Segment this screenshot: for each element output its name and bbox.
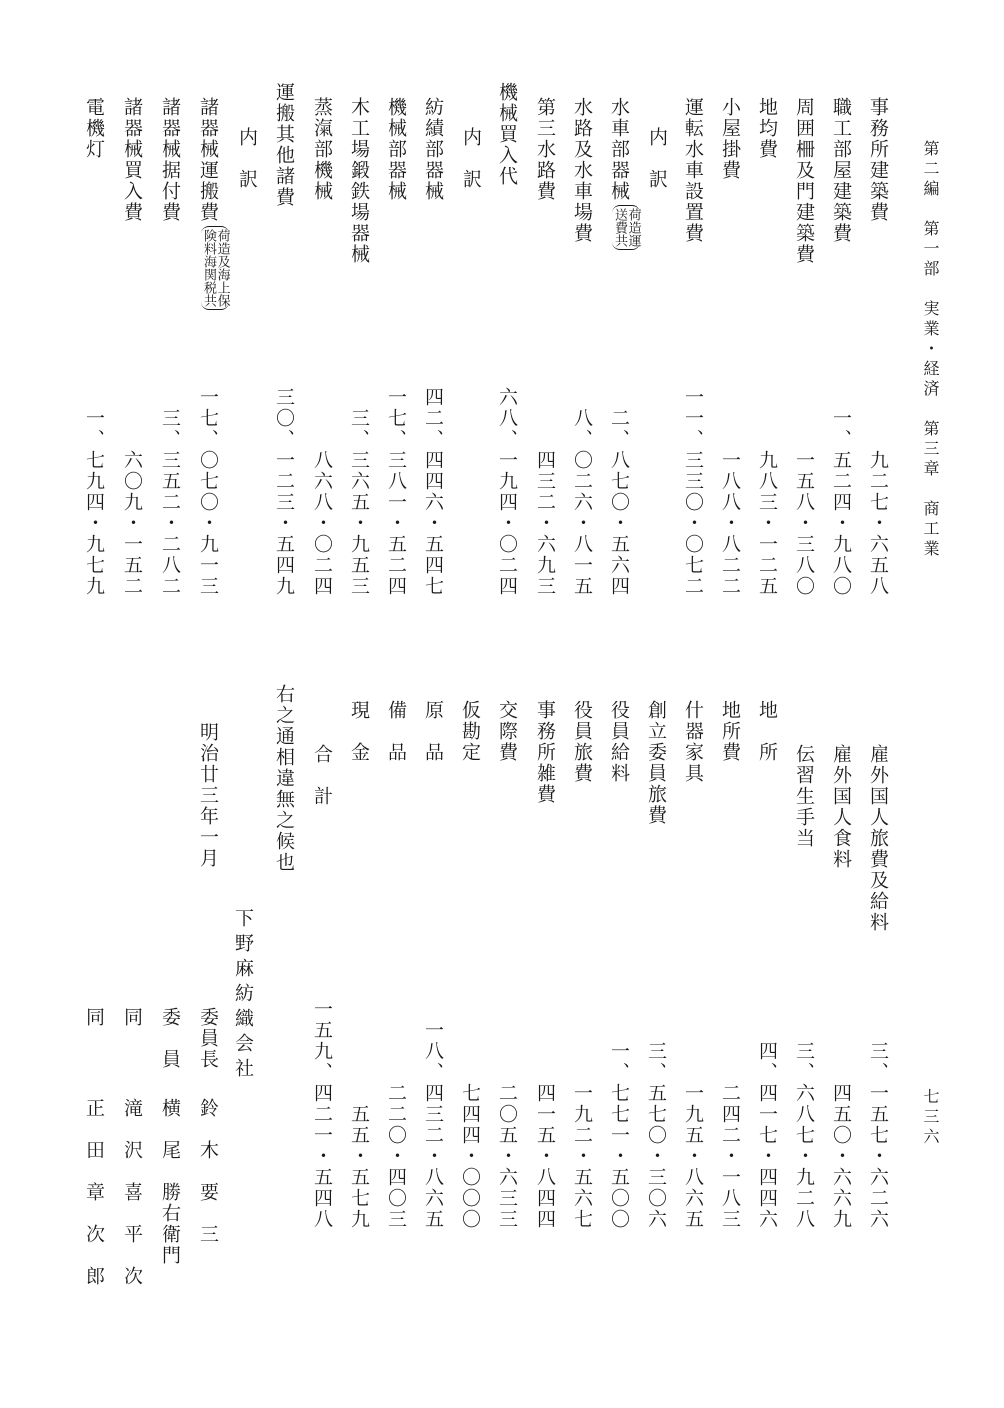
signatory-role: 委 員 (159, 1007, 181, 1070)
label-genkin: 現 金 (348, 700, 370, 763)
label-karikanjo: 仮勘定 (459, 700, 481, 763)
label-jinarashi: 地均費 (756, 97, 778, 160)
label-unpan: 運搬其他諸費 (273, 82, 295, 208)
label-jisho: 地 所 (756, 700, 778, 763)
amount: 三、一五七・六二六 (867, 1041, 889, 1230)
amount: 四二、四四六・五四七 (422, 387, 444, 597)
label-suetsuke: 諸器械据付費 (159, 97, 181, 223)
amount: 二〇五・六三三 (496, 1083, 518, 1230)
amount: 九八三・一二五 (756, 450, 778, 597)
signatory-role: 同 (83, 1007, 105, 1028)
amount: 三、五七〇・三〇六 (645, 1041, 667, 1230)
amount: 一一、三三〇・〇七二 (682, 387, 704, 597)
amount: 一七、三八一・五二四 (385, 387, 407, 597)
amount: 二、八七〇・五六四 (608, 408, 630, 597)
amount: 一、五二四・九八〇 (830, 408, 852, 597)
label-boseki: 紡績部器械 (422, 97, 444, 202)
label-kikai-kaiire: 機械買入代 (496, 82, 518, 187)
label-jimusho-zappi: 事務所雑費 (534, 700, 556, 805)
label-bihin: 備 品 (385, 700, 407, 763)
label-jishohi: 地所費 (719, 700, 741, 763)
amount: 一五八・三八〇 (793, 450, 815, 597)
label-unpanhi: 諸器械運搬費 荷造及海上保 険料海関税共 (198, 97, 229, 310)
label-mokko: 木工場鍛鉄場器械 (348, 97, 370, 265)
label-jimusho: 事務所建築費 (867, 97, 889, 223)
amount: 七四四・〇〇〇 (459, 1083, 481, 1230)
signatory-role: 委員長 (197, 1007, 219, 1070)
page-number: 七三六 (921, 1088, 940, 1148)
label-yakuin-ryohi: 役員旅費 (571, 700, 593, 784)
label-juki: 什器家具 (682, 700, 704, 784)
label-yakuin-kyuryo: 役員給料 (608, 700, 630, 784)
signatory-name: 横 尾 勝右衛門 (159, 1098, 181, 1266)
label-kosaihi: 交際費 (496, 700, 518, 763)
signatory-name: 滝 沢 喜 平 次 (121, 1098, 143, 1287)
label-suisha-setchi: 運転水車設置費 (682, 97, 704, 244)
label-uchiwake-1: 内 訳 (646, 127, 668, 190)
label-dai3-suiro: 第三水路費 (534, 97, 556, 202)
amount: 一九五・八六五 (682, 1083, 704, 1230)
amount: 四五〇・六六九 (830, 1083, 852, 1230)
label-jouki: 蒸滊部機械 (311, 97, 333, 202)
amount: 八、〇二六・八一五 (571, 408, 593, 597)
amount: 四、四一七・四四六 (756, 1041, 778, 1230)
amount: 一、七七一・五〇〇 (608, 1041, 630, 1230)
label-gokei: 合 計 (311, 744, 333, 807)
amount: 四一五・八四四 (534, 1083, 556, 1230)
label-denkito: 電機灯 (83, 97, 105, 160)
date: 明治廿三年一月 (197, 722, 219, 869)
signatory-role: 同 (121, 1007, 143, 1028)
signatory-name: 鈴 木 要 三 (197, 1098, 219, 1245)
label-soritsu: 創立委員旅費 (645, 700, 667, 826)
label-kaiirehi: 諸器械買入費 (121, 97, 143, 223)
amount: 四三二・六九三 (534, 450, 556, 597)
note-kaijo: 荷造及海上保 険料海関税共 (201, 226, 228, 310)
closing-statement: 右之通相違無之候也 (273, 684, 295, 873)
label-suiro: 水路及水車場費 (571, 97, 593, 244)
label-suishabu: 水車部器械 荷造運 送費共 (609, 97, 640, 250)
signatory-name: 正 田 章 次 郎 (83, 1098, 105, 1287)
amount: 三〇、一二三・五四九 (273, 387, 295, 597)
amount: 一七、〇七〇・九一三 (197, 387, 219, 597)
amount: 八六八・〇二四 (311, 450, 333, 597)
label-uchiwake-3: 内 訳 (236, 127, 258, 190)
label-shokko: 職工部屋建築費 (830, 97, 852, 244)
amount: 五五・五七九 (348, 1104, 370, 1230)
amount: 一八、四三二・八六五 (422, 1020, 444, 1230)
company-name: 下野麻紡織会社 (232, 908, 254, 1083)
label-shui: 周囲柵及門建築費 (793, 97, 815, 265)
label-uchiwake-2: 内 訳 (460, 127, 482, 190)
amount: 一九二・五六七 (571, 1083, 593, 1230)
amount: 一五九、四二一・五四八 (311, 999, 333, 1230)
amount: 三、六八七・九二八 (793, 1041, 815, 1230)
label-genpin: 原 品 (422, 700, 444, 763)
amount: 一八八・八二二 (719, 450, 741, 597)
note-nizukuri: 荷造運 送費共 (612, 205, 639, 250)
label-denshusei: 伝習生手当 (793, 744, 815, 849)
label-kikaibu: 機械部器械 (385, 97, 407, 202)
label-gaikokujin-ryohi: 雇外国人旅費及給料 (867, 744, 889, 933)
chapter-header: 第二編 第一部 実業・経済 第三章 商工業 (921, 140, 940, 560)
amount: 三、三六五・九五三 (348, 408, 370, 597)
amount: 九二七・六五八 (867, 450, 889, 597)
amount: 一、七九四・九七九 (83, 408, 105, 597)
label-koyagake: 小屋掛費 (719, 97, 741, 181)
amount: 三、三五二・二八二 (159, 408, 181, 597)
amount: 六〇九・一五二 (121, 450, 143, 597)
amount: 二二〇・四〇三 (385, 1083, 407, 1230)
amount: 六八、一九四・〇二四 (496, 387, 518, 597)
label-gaikokujin-shokuryo: 雇外国人食料 (830, 744, 852, 870)
amount: 二四二・一八三 (719, 1083, 741, 1230)
